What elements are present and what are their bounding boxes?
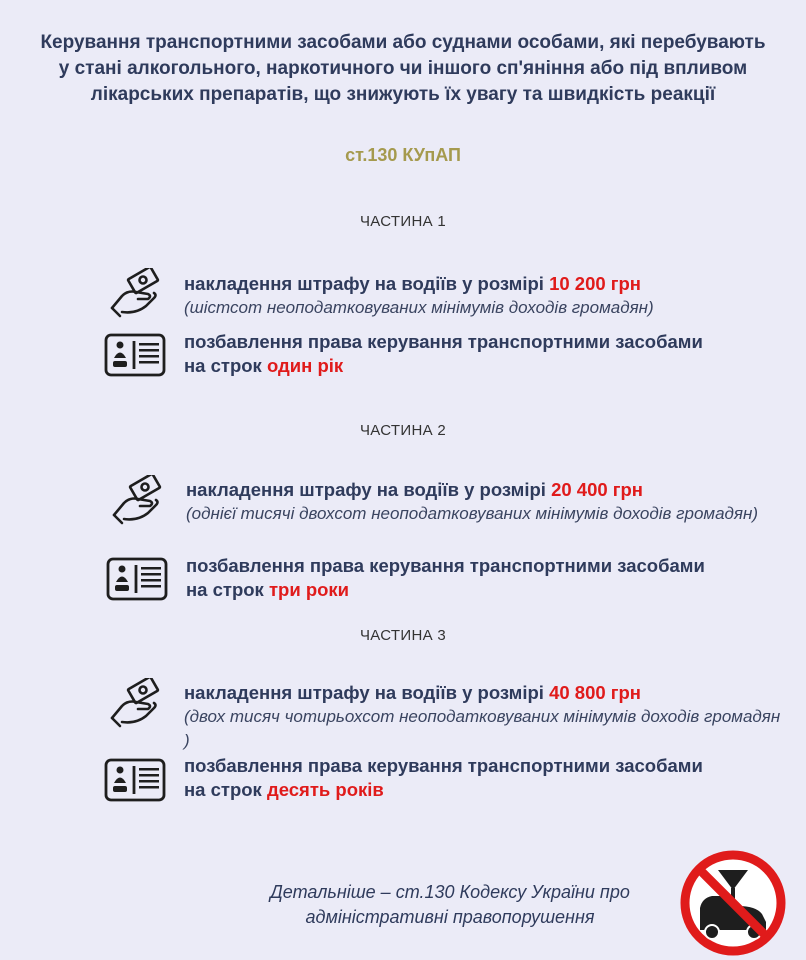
fine-amount: 10 200 грн [549,273,641,294]
fine-note: (шістсот неоподатковуваних мінімумів доходів громадян) [184,298,654,317]
fine-amount: 20 400 грн [551,479,643,500]
fine-text: накладення штрафу на водіїв у розмірі [184,273,550,294]
ban-term: десять років [266,779,384,800]
part-2-heading: ЧАСТИНА 2 [360,422,446,439]
fine-text: накладення штрафу на водіїв у розмірі [186,479,552,500]
hand-money-icon [110,475,166,527]
ban-text: позбавлення права керування транспортними засобами [184,755,703,776]
fine-note: (двох тисяч чотирьохсот неоподатковуваних мінімумів доходів громадян ) [184,707,781,750]
hand-money-icon [108,678,164,730]
page-title: Керування транспортними засобами або суднами особами, які перебувають у стані алкогольного, наркотичного чи іншого сп'яніння або під впливом лікарських препаратів, що знижують їх увагу та швидкість реакції [40,32,766,105]
driver-license-icon [106,557,168,601]
hand-money-icon [108,268,164,320]
ban-term: три роки [268,579,350,600]
ban-prefix: на строк [184,779,267,800]
ban-prefix: на строк [184,355,267,376]
ban-prefix: на строк [186,579,269,600]
footer-note: Детальніше – ст.130 Кодексу України про адміністративні правопорушення [270,882,630,927]
ban-term: один рік [266,355,344,376]
ban-text: позбавлення права керування транспортними засобами [184,331,703,352]
ban-text: позбавлення права керування транспортними засобами [186,555,705,576]
law-reference: ст.130 КУпАП [345,145,461,165]
driver-license-icon [104,333,166,377]
part-3-heading: ЧАСТИНА 3 [360,627,446,644]
no-drunk-driving-icon [678,848,788,958]
driver-license-icon [104,758,166,802]
fine-text: накладення штрафу на водіїв у розмірі [184,682,550,703]
part-1-heading: ЧАСТИНА 1 [360,213,446,230]
fine-amount: 40 800 грн [549,682,641,703]
fine-note: (однієї тисячі двохсот неоподатковуваних мінімумів доходів громадян) [186,504,759,523]
